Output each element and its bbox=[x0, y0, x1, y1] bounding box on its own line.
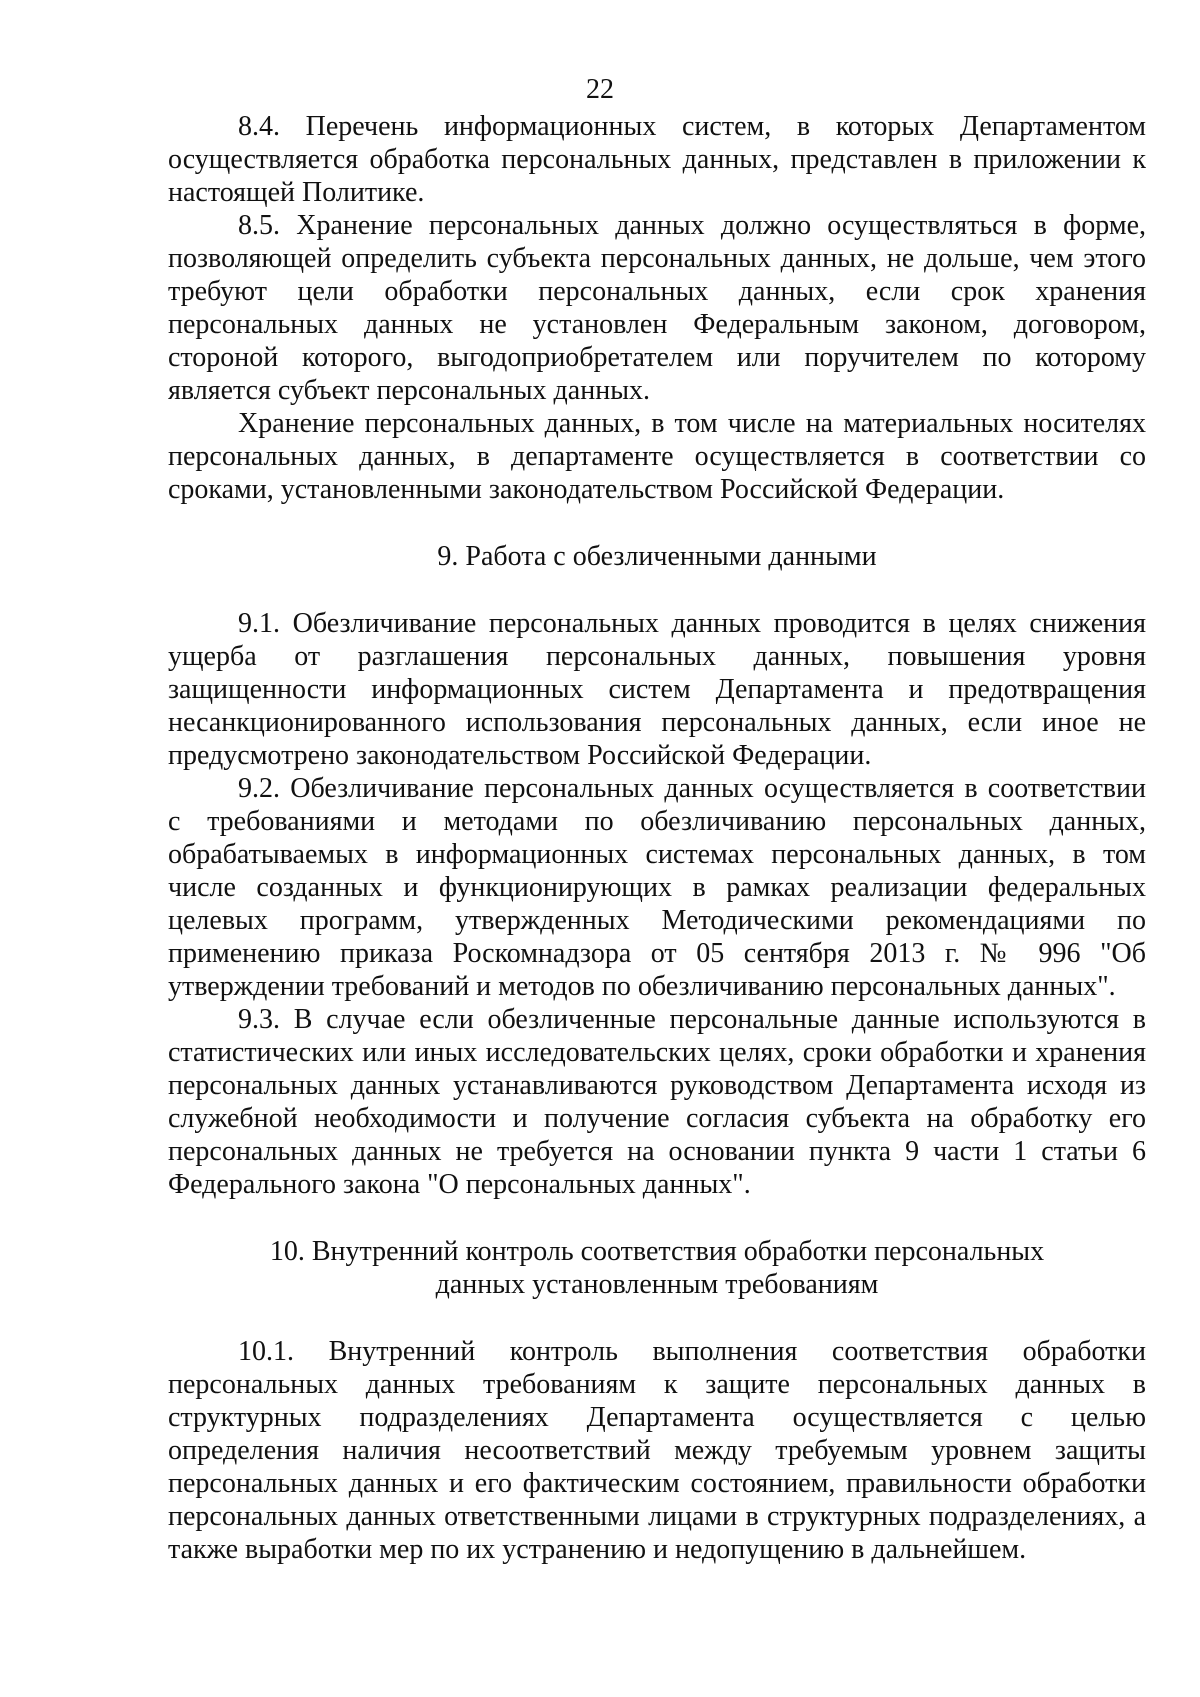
paragraph-9-2: 9.2. Обезличивание персональных данных осуществляется в соответствии с требованиями и методами по обезличиванию персональных данных, обрабатываемых в информационных системах персональных данных, в том числе созданных и функционирующих в рамках реализации федеральных целевых программ, утвержденных Методическими рекомендациями по применению приказа Роскомнадзора от 05 сентября 2013 г. № 996 "Об утверждении требований и методов по обезличиванию персональных данных". bbox=[168, 773, 1146, 1002]
paragraph-8-5-storage: Хранение персональных данных, в том числе на материальных носителях персональных данных, в департаменте осуществляется в соответствии со сроками, установленными законодательством Российской Федерации. bbox=[168, 408, 1146, 505]
section-heading-9 bbox=[168, 540, 1146, 573]
section-heading-10 bbox=[168, 1235, 1146, 1301]
paragraph-10-1: 10.1. Внутренний контроль выполнения соответствия обработки персональных данных требованиям к защите персональных данных в структурных подразделениях Департамента осуществляется с целью определения наличия несоответствий между требуемым уровнем защиты персональных данных и его фактическим состоянием, правильности обработки персональных данных ответственными лицами в структурных подразделениях, а также выработки мер по их устранению и недопущению в дальнейшем. bbox=[168, 1336, 1146, 1565]
document-body bbox=[168, 110, 1146, 1566]
paragraph-8-5: 8.5. Хранение персональных данных должно осуществляться в форме, позволяющей определить субъекта персональных данных, не дольше, чем этого требуют цели обработки персональных данных, если срок хранения персональных данных не установлен Федеральным законом, договором, стороной которого, выгодоприобретателем или поручителем по которому является субъект персональных данных. bbox=[168, 210, 1146, 406]
section-heading-10-line-2: данных установленным требованиям bbox=[435, 1269, 879, 1300]
section-heading-9-line: 9. Работа с обезличенными данными bbox=[437, 541, 877, 572]
page-number: 22 bbox=[586, 74, 614, 105]
paragraph-9-3: 9.3. В случае если обезличенные персональные данные используются в статистических или иных исследовательских целях, сроки обработки и хранения персональных данных устанавливаются руководством Департамента исходя из служебной необходимости и получение согласия субъекта на обработку его персональных данных не требуется на основании пункта 9 части 1 статьи 6 Федерального закона "О персональных данных". bbox=[168, 1004, 1146, 1200]
paragraph-8-4: 8.4. Перечень информационных систем, в которых Департаментом осуществляется обработка персональных данных, представлен в приложении к настоящей Политике. bbox=[168, 111, 1146, 208]
section-heading-10-line-1: 10. Внутренний контроль соответствия обработки персональных bbox=[269, 1236, 1045, 1267]
paragraph-9-1: 9.1. Обезличивание персональных данных проводится в целях снижения ущерба от разглашения персональных данных, повышения уровня защищенности информационных систем Департамента и предотвращения несанкционированного использования персональных данных, если иное не предусмотрено законодательством Российской Федерации. bbox=[168, 608, 1146, 771]
